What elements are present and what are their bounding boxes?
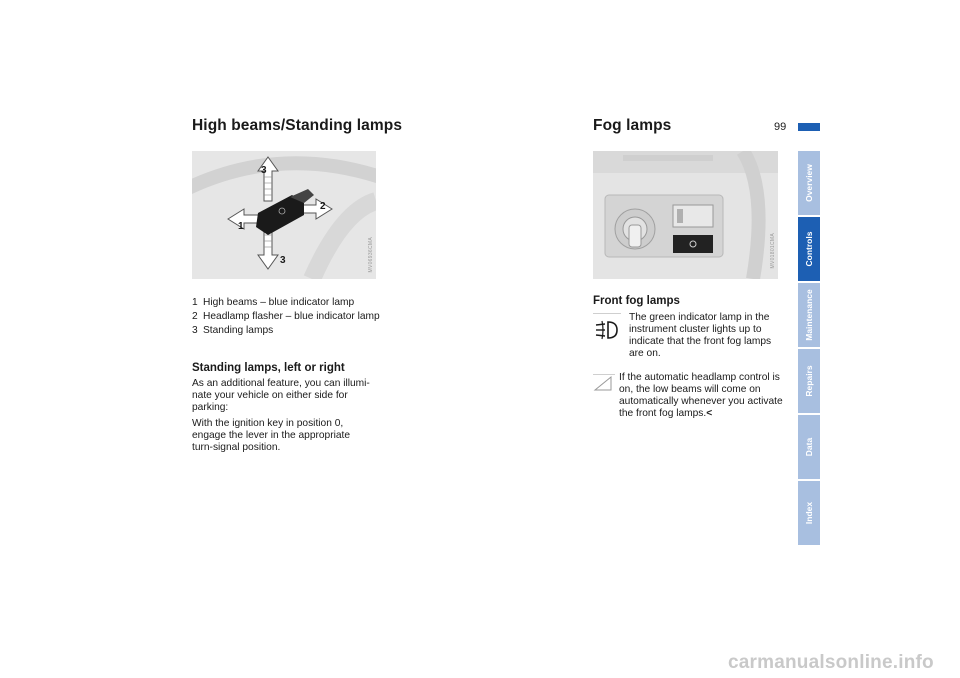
auto-headlamp-note: If the automatic headlamp control is on, the low beams will come on automatically whenever you activate the front fog lamps.<	[619, 372, 783, 419]
standing-lamps-para-1: As an additional feature, you can illumi-nate your vehicle on either side for parking:	[192, 378, 370, 413]
fog-indicator-note: The green indicator lamp in the instrument cluster lights up to indicate that the front fog lamps are on.	[629, 312, 772, 359]
callout-1: 1	[238, 221, 244, 232]
tab-controls[interactable]: Controls	[798, 217, 820, 281]
figure-code: MV06936CMA	[368, 237, 374, 273]
tab-overview[interactable]: Overview	[798, 151, 820, 215]
note-triangle-icon	[593, 375, 615, 391]
figure-code: MV01801CMA	[770, 233, 776, 269]
tab-index[interactable]: Index	[798, 481, 820, 545]
lever-legend-list	[192, 297, 382, 339]
callout-3-top: 3	[261, 165, 267, 176]
tab-repairs[interactable]: Repairs	[798, 349, 820, 413]
fog-lamp-symbol-box	[593, 313, 621, 342]
standing-lamps-para-2: With the ignition key in position 0, engage the lever in the appropriate turn-signal position.	[192, 418, 351, 453]
list-item: 3 Standing lamps	[192, 325, 274, 336]
standing-lamps-heading: Standing lamps, left or right	[192, 362, 345, 374]
callout-2: 2	[320, 201, 326, 212]
note-symbol-box	[593, 374, 615, 391]
footer-watermark: carmanualsonline.info	[728, 652, 934, 673]
fog-switch-figure	[593, 151, 778, 279]
page-number: 99	[774, 121, 787, 133]
front-fog-lamps-heading: Front fog lamps	[593, 295, 680, 307]
tab-maintenance[interactable]: Maintenance	[798, 283, 820, 347]
fog-switch-illustration	[593, 151, 778, 279]
end-mark: <	[706, 408, 713, 419]
list-item: 2 Headlamp flasher – blue indicator lamp	[192, 311, 380, 322]
list-item: 1 High beams – blue indicator lamp	[192, 297, 355, 308]
left-page-title: High beams/Standing lamps	[192, 117, 403, 134]
fog-lamp-icon	[593, 314, 621, 342]
page-marker-bar	[798, 123, 820, 131]
right-page-title: Fog lamps	[593, 117, 672, 134]
lever-figure	[192, 151, 376, 279]
tab-data[interactable]: Data	[798, 415, 820, 479]
callout-3-bottom: 3	[280, 255, 286, 266]
